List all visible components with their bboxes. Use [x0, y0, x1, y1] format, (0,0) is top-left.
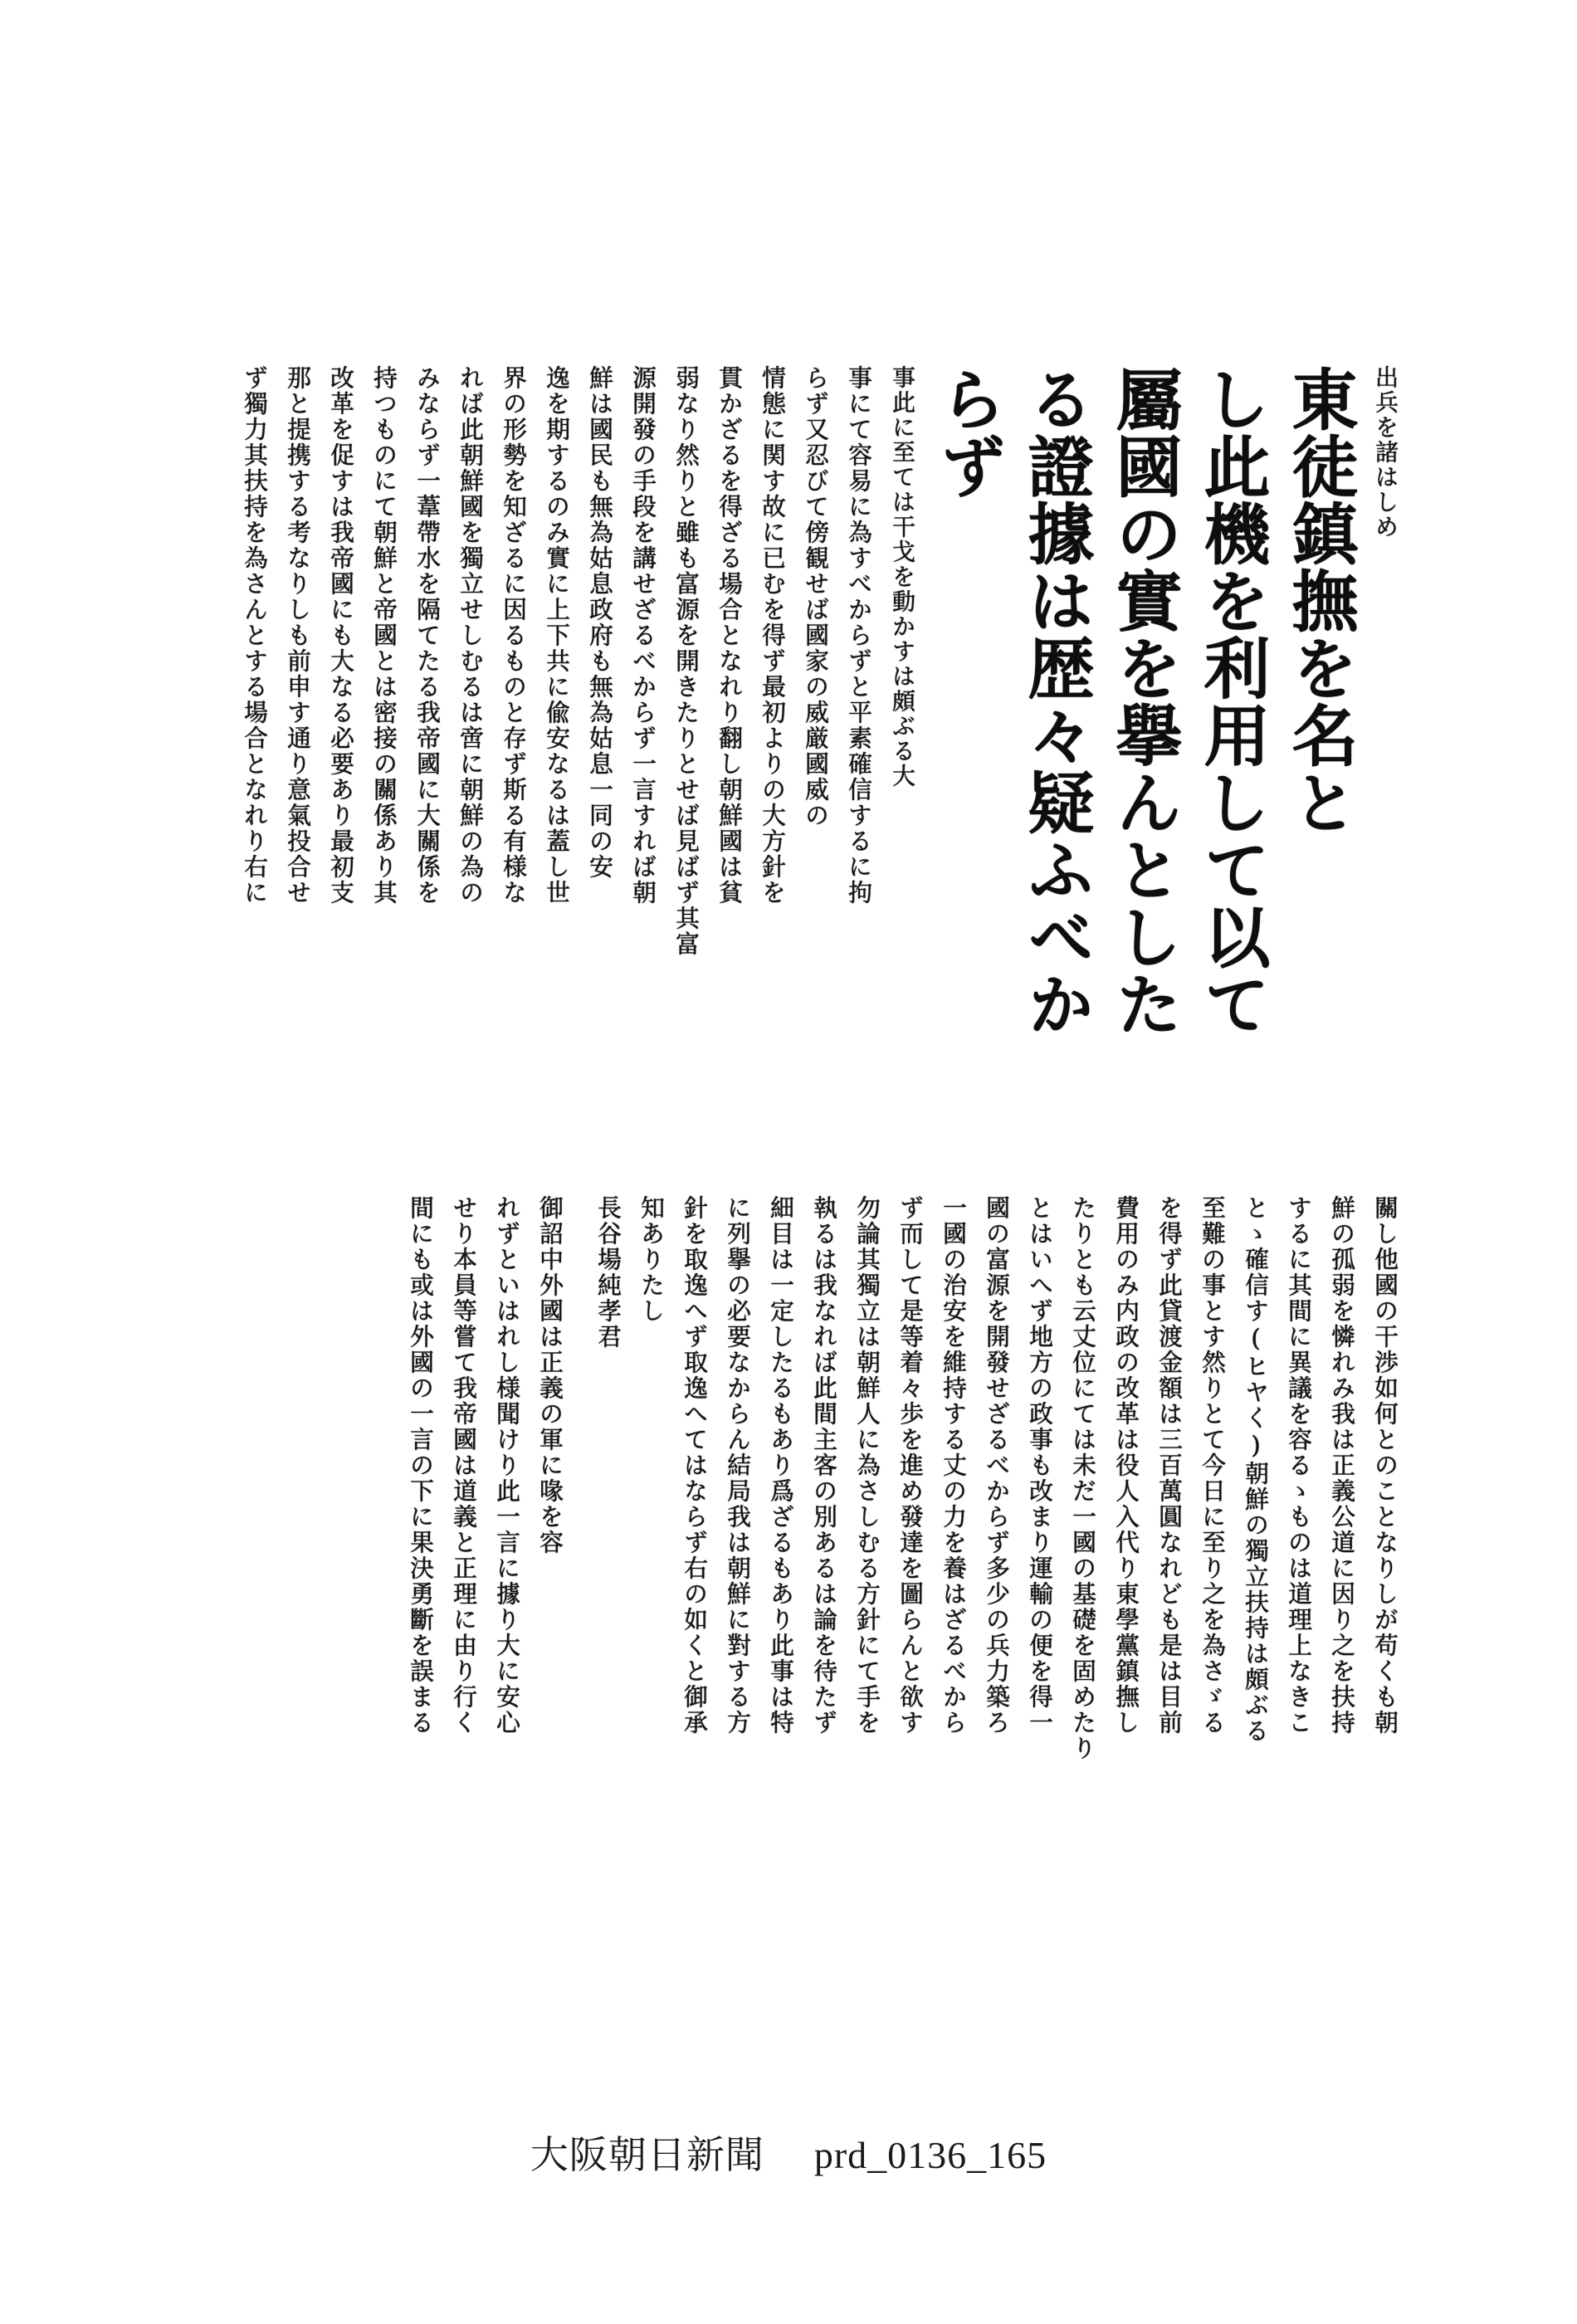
text-column: 間にも或は外國の一言の下に果決勇斷を誤まる — [407, 1195, 435, 1736]
text-column: とゝ確信す(ヒヤく)朝鮮の獨立扶持は頗ぶる — [1242, 1195, 1270, 1744]
text-column: ず獨力其扶持を為さんとする場合となれり右に — [241, 365, 269, 906]
text-column: 費用のみ内政の改革は役人入代り東學黨鎮撫し — [1112, 1195, 1140, 1736]
text-column: 事にて容易に為すべからずと平素確信するに拘 — [845, 365, 873, 906]
text-column: 鮮は國民も無為姑息政府も無為姑息一同の安 — [586, 365, 614, 880]
article-top — [187, 365, 1407, 1129]
text-column: ず而して是等着々歩を進め發達を圖らんと欲す — [896, 1195, 925, 1736]
text-column: 關し他國の干渉如何とのことなりしが苟くも朝 — [1371, 1195, 1399, 1736]
text-column: を得ず此貸渡金額は三百萬圓なれども是は目前 — [1155, 1195, 1184, 1736]
source-caption: 大阪朝日新聞 — [530, 2134, 764, 2176]
text-column: せり本員等嘗て我帝國は道義と正理に由り行く — [450, 1195, 478, 1736]
text-column: 國の富源を開發せざるべからず多少の兵力築ろ — [983, 1195, 1011, 1736]
headline-line: 東徒鎮撫を名と — [1281, 365, 1359, 836]
text-column: 那と提携する考なりしも前申す通り意氣投合せ — [284, 365, 312, 906]
text-column: たりとも云丈位にては未だ一國の基礎を固めたり — [1069, 1195, 1097, 1761]
text-column: 知ありたし — [637, 1195, 666, 1324]
text-column: 鮮の孤弱を憐れみ我は正義公道に因り之を扶持 — [1328, 1195, 1356, 1736]
text-column: らず又忍びて傍観せば國家の威厳國威の — [802, 365, 830, 828]
article-bottom — [187, 1195, 1407, 2025]
speaker-name: 長谷場純孝君 — [594, 1195, 622, 1350]
text-column: 弱なり然りと雖も富源を開きたりとせば見ばず其富 — [672, 365, 701, 957]
text-column: 執るは我なれば此間主客の別あるは論を待たず — [810, 1195, 838, 1736]
text-column: れば此朝鮮國を獨立せしむるは啻に朝鮮の為の — [456, 365, 485, 906]
headline-line: し此機を利用して以て — [1193, 365, 1271, 1038]
text-column: 勿論其獨立は朝鮮人に為さしむる方針にて手を — [853, 1195, 881, 1736]
headline-line: る證據は歴々疑ふべか — [1017, 365, 1095, 1038]
text-column: 界の形勢を知ざるに因るものと存ず斯る有様な — [500, 365, 528, 906]
headline-line: 屬國の實を擧んとした — [1105, 365, 1183, 1038]
text-column: に列擧の必要なからん結局我は朝鮮に對する方 — [724, 1195, 752, 1736]
headline-tail-column: 事此に至ては干戈を動かすは頗ぶる大 — [889, 365, 916, 788]
text-column: するに其間に異議を容るゝものは道理上なきこ — [1285, 1195, 1313, 1736]
text-column: 改革を促すは我帝國にも大なる必要あり最初支 — [327, 365, 355, 906]
text-column: 貫かざるを得ざる場合となれり翻し朝鮮國は貧 — [715, 365, 744, 906]
text-column: 至難の事とす然りとて今日に至り之を為さゞる — [1199, 1195, 1227, 1736]
text-column: 針を取逸へず取逸へてはならず右の如くと御承 — [681, 1195, 709, 1736]
headline-line: らず — [929, 365, 1007, 500]
page-caption — [0, 2125, 1577, 2180]
text-column: 一國の治安を維持する丈の力を養はざるべから — [940, 1195, 968, 1736]
text-column: 源開發の手段を講せざるべからず一言すれば朝 — [629, 365, 657, 906]
text-column: れずといはれし様聞けり此一言に據り大に安心 — [493, 1195, 521, 1736]
text-column: 御詔中外國は正義の軍に喙を容 — [536, 1195, 564, 1555]
text-column: 持つものにて朝鮮と帝國とは密接の關係あり其 — [370, 365, 398, 906]
text-column: とはいへず地方の政事も改まり運輸の便を得一 — [1026, 1195, 1054, 1736]
text-column: 細目は一定したるもあり爲ざるもあり此事は特 — [767, 1195, 795, 1736]
text-column: 情態に関す故に已むを得ず最初よりの大方針を — [759, 365, 787, 906]
page-id: prd_0136_165 — [813, 2134, 1047, 2176]
text-column: みならず一葦帶水を隔てたる我帝國に大關係を — [413, 365, 442, 906]
intro-column: 出兵を諸はしめ — [1372, 365, 1399, 540]
text-column: 逸を期するのみ實に上下共に偸安なるは蓋し世 — [543, 365, 571, 906]
